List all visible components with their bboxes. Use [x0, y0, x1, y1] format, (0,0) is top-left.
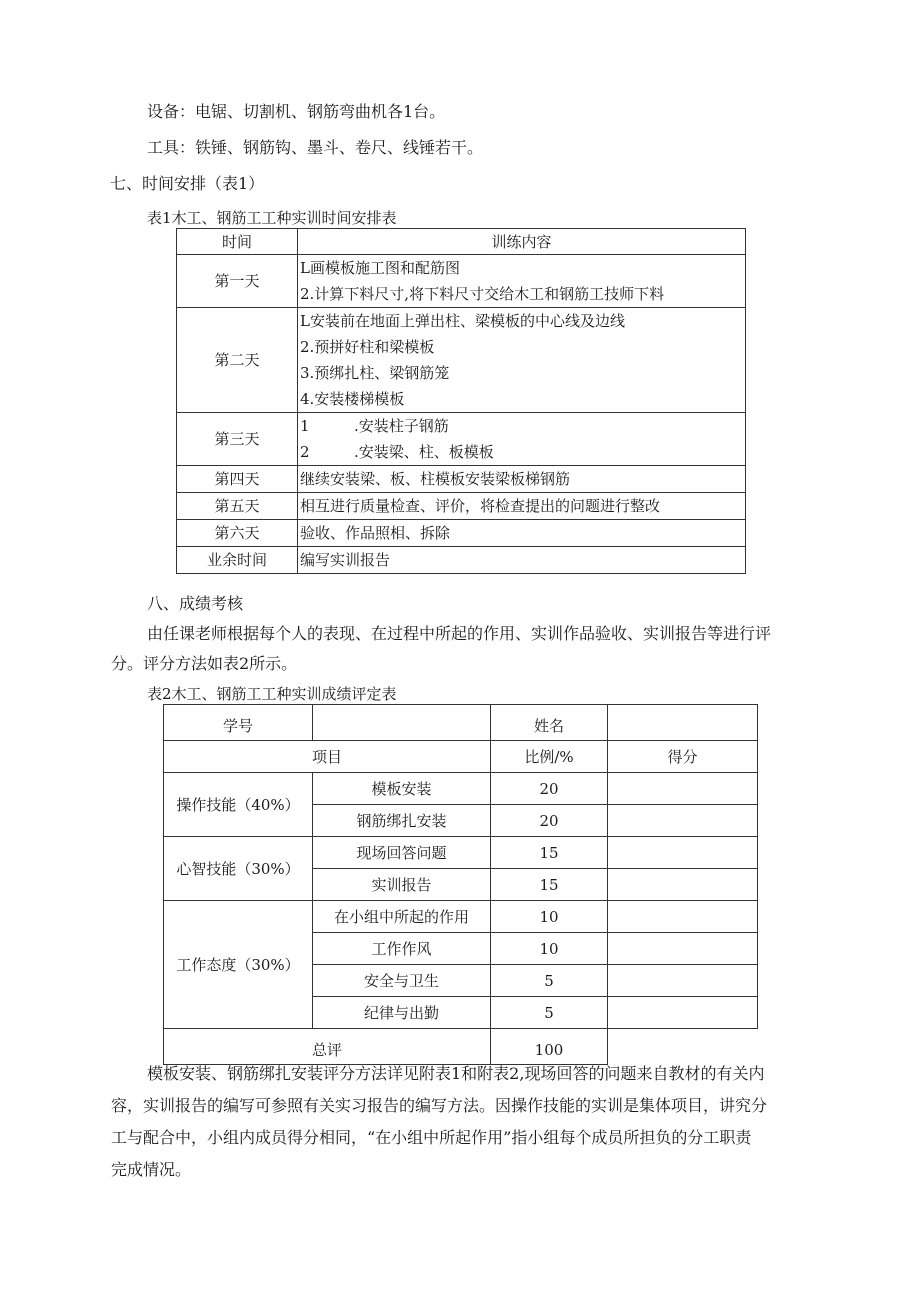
header-time: 时间 [177, 229, 298, 255]
day-cell: 业余时间 [177, 547, 298, 574]
tools-line: 工具：铁锤、钢筋钩、墨斗、卷尺、线锤若干。 [147, 138, 484, 157]
score-header: 得分 [608, 741, 758, 773]
day-cell: 第三天 [177, 413, 298, 466]
paragraph-2-line-2: 容，实训报告的编写可参照有关实习报告的编写方法。因操作技能的实训是集体项目，讲究分 [111, 1096, 768, 1115]
content-line: 相互进行质量检查、评价，将检查提出的问题进行整改 [300, 497, 661, 515]
item-cell: 钢筋绑扎安装 [313, 805, 491, 837]
content-line [300, 413, 745, 439]
ratio-cell: 10 [491, 901, 608, 933]
item-number: 1 [300, 417, 310, 435]
name-label: 姓名 [491, 705, 608, 741]
header-content: 训练内容 [298, 229, 746, 255]
ratio-cell: 5 [491, 997, 608, 1029]
item-text: .安装柱子钢筋 [354, 417, 449, 435]
student-id-value [313, 705, 491, 741]
score-cell [608, 805, 758, 837]
name-value [608, 705, 758, 741]
content-line: 2.预拼好柱和梁模板 [300, 338, 435, 356]
section-8-heading: 八、成绩考核 [147, 594, 244, 613]
item-cell: 模板安装 [313, 773, 491, 805]
day-cell: 第四天 [177, 466, 298, 493]
item-cell: 安全与卫生 [313, 965, 491, 997]
paragraph-1-line-1: 由任课老师根据每个人的表现、在过程中所起的作用、实训作品验收、实训报告等进行评 [147, 624, 772, 643]
day-cell: 第六天 [177, 520, 298, 547]
content-line: 编写实训报告 [300, 551, 391, 569]
total-ratio: 100 [491, 1029, 608, 1065]
content-line [300, 439, 745, 465]
score-cell [608, 869, 758, 901]
score-cell [608, 933, 758, 965]
ratio-cell: 5 [491, 965, 608, 997]
ratio-cell: 10 [491, 933, 608, 965]
paragraph-2-line-4: 完成情况。 [111, 1160, 192, 1179]
day-cell: 第一天 [177, 255, 298, 308]
content-line: 验收、作品照相、拆除 [300, 524, 451, 542]
content-line: 继续安装梁、板、柱模板安装梁板梯钢筋 [300, 470, 571, 488]
content-line: L画模板施工图和配筋图 [300, 259, 460, 277]
student-id-label: 学号 [164, 705, 313, 741]
content-line: 2.计算下料尺寸,将下料尺寸交给木工和钢筋工技师下料 [300, 285, 665, 303]
schedule-table [176, 228, 746, 574]
score-cell [608, 773, 758, 805]
day-cell: 第二天 [177, 308, 298, 413]
ratio-cell: 15 [491, 869, 608, 901]
table1-caption: 表1木工、钢筋工工种实训时间安排表 [147, 209, 397, 227]
ratio-header: 比例/% [491, 741, 608, 773]
content-line: 4.安装楼梯模板 [300, 390, 405, 408]
content-line: 3.预绑扎柱、梁钢筋笼 [300, 364, 450, 382]
equipment-line: 设备：电锯、切割机、钢筋弯曲机各1台。 [147, 102, 446, 121]
item-cell: 工作作风 [313, 933, 491, 965]
score-cell [608, 901, 758, 933]
score-cell [608, 965, 758, 997]
item-cell: 实训报告 [313, 869, 491, 901]
group-label: 操作技能（40%） [164, 773, 313, 837]
grading-table [163, 704, 758, 1065]
ratio-cell: 15 [491, 837, 608, 869]
section-7-heading: 七、时间安排（表1） [110, 174, 265, 193]
score-cell [608, 837, 758, 869]
content-line: L安装前在地面上弹出柱、梁模板的中心线及边线 [300, 312, 625, 330]
table2-caption: 表2木工、钢筋工工种实训成绩评定表 [147, 685, 397, 703]
item-cell: 纪律与出勤 [313, 997, 491, 1029]
paragraph-2-line-3: 工与配合中，小组内成员得分相同，“在小组中所起作用”指小组每个成员所担负的分工职责 [111, 1128, 752, 1147]
group-label: 心智技能（30%） [164, 837, 313, 901]
ratio-cell: 20 [491, 773, 608, 805]
item-header: 项目 [164, 741, 491, 773]
ratio-cell: 20 [491, 805, 608, 837]
score-cell [608, 997, 758, 1029]
item-text: .安装梁、柱、板模板 [354, 443, 494, 461]
group-label: 工作态度（30%） [164, 901, 313, 1029]
item-cell: 在小组中所起的作用 [313, 901, 491, 933]
paragraph-2-line-1: 模板安装、钢筋绑扎安装评分方法详见附表1和附表2,现场回答的问题来自教材的有关内 [147, 1064, 765, 1083]
paragraph-1-line-2: 分。评分方法如表2所示。 [111, 654, 298, 673]
item-cell: 现场回答问题 [313, 837, 491, 869]
item-number: 2 [300, 443, 310, 461]
day-cell: 第五天 [177, 493, 298, 520]
total-label: 总评 [164, 1029, 491, 1065]
